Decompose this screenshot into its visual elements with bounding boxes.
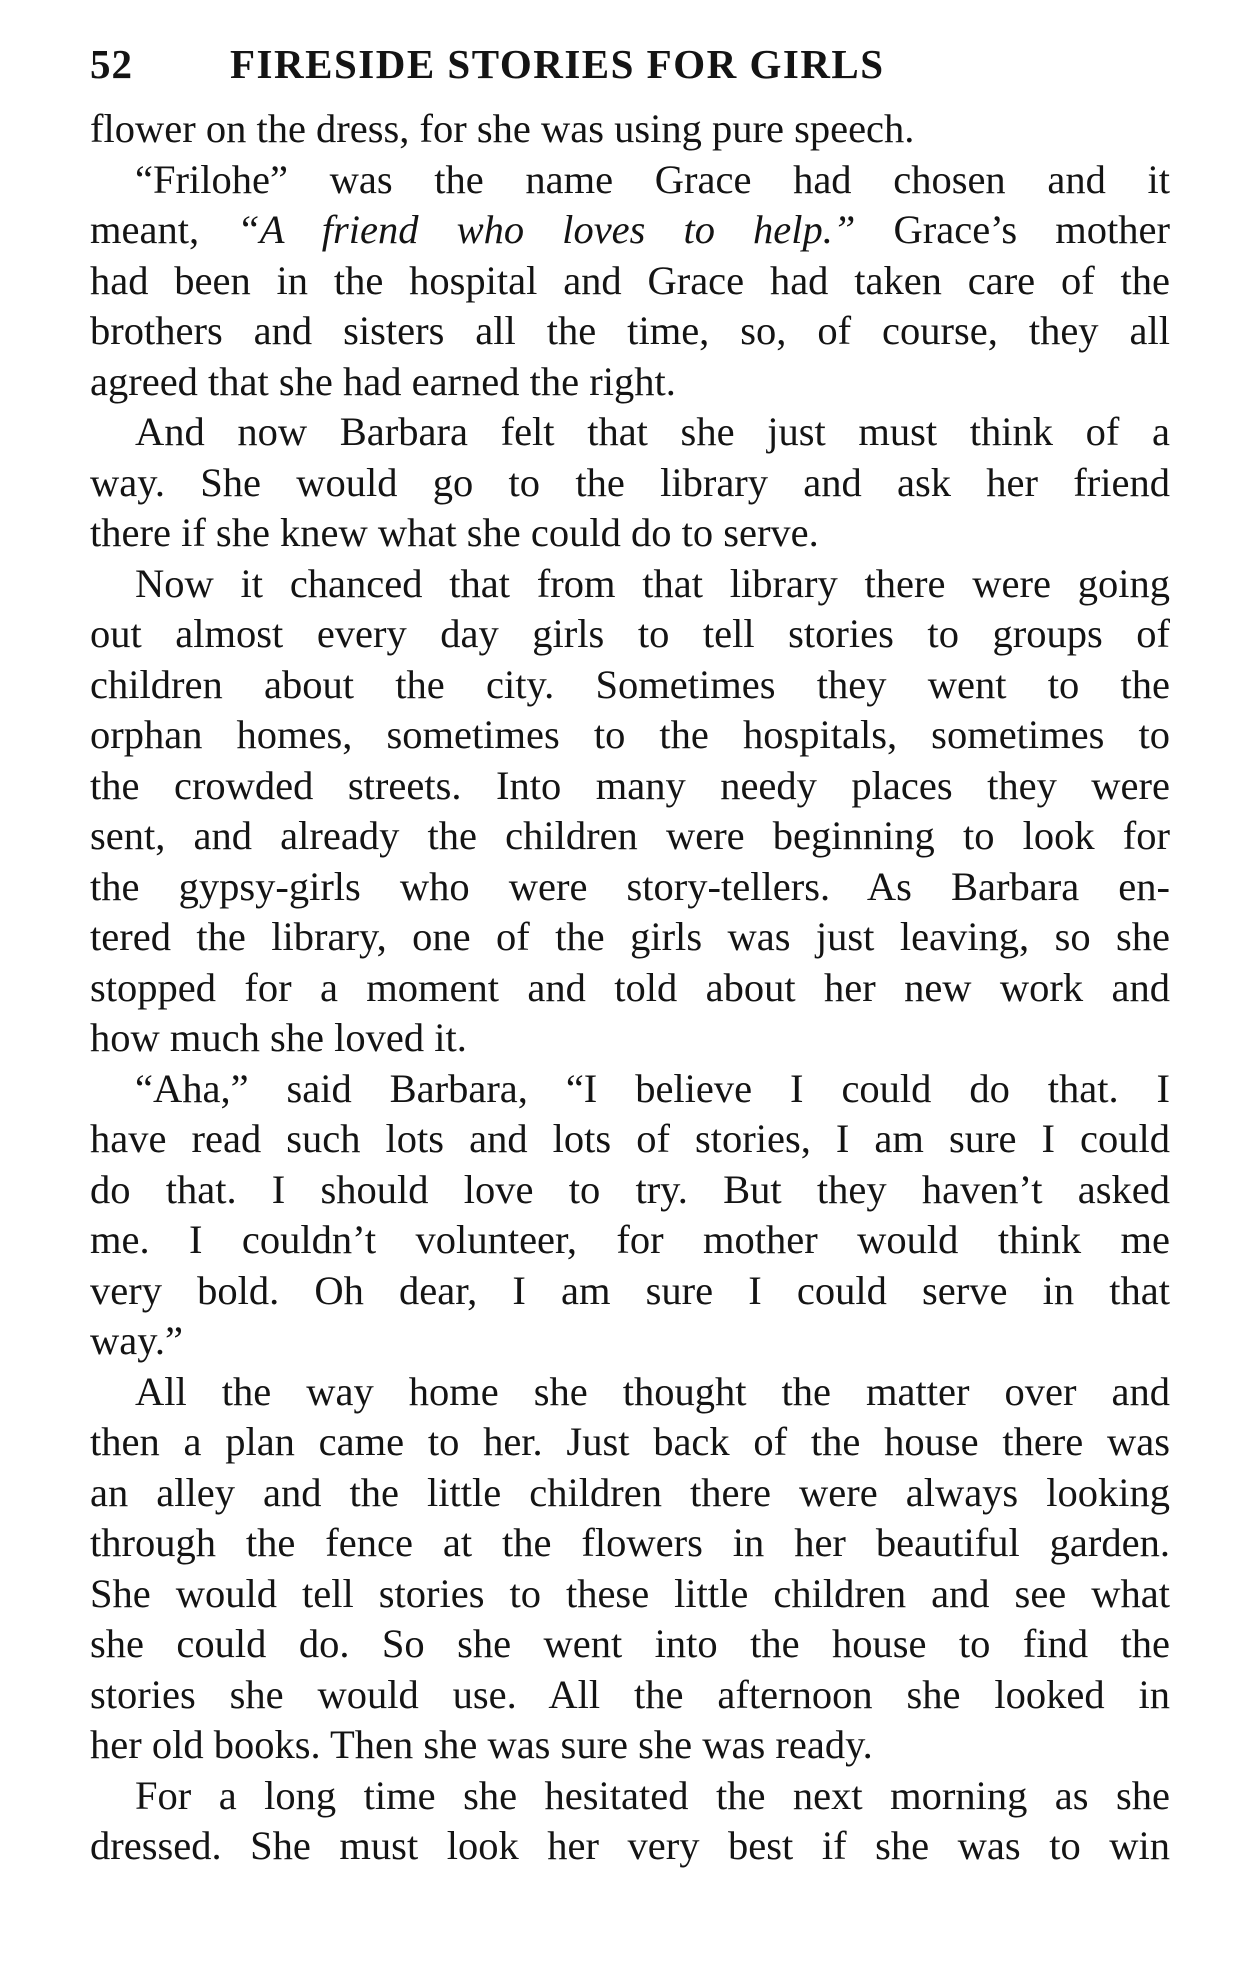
text-line: tered the library, one of the girls was just leaving, so she [90, 914, 1170, 959]
text-line: brothers and sisters all the time, so, of course, they all [90, 308, 1170, 353]
text-line: very bold. Oh dear, I am sure I could serve in that [90, 1267, 1170, 1313]
paragraph [90, 1367, 1170, 1771]
text-line: way.” [90, 1318, 183, 1363]
running-head [90, 40, 1170, 100]
paragraph [90, 104, 1170, 155]
text-run: Grace’s mother [855, 207, 1170, 252]
text-line: dressed. She must look her very best if she was to win [90, 1823, 1170, 1868]
text-line: then a plan came to her. Just back of the house there was [90, 1419, 1170, 1464]
text-line: And now Barbara felt that she just must think of a [135, 409, 1170, 454]
text-line: She would tell stories to these little children and see what [90, 1570, 1170, 1616]
paragraph [90, 407, 1170, 559]
italic-text: “A friend who loves to help.” [237, 207, 856, 252]
book-title: FIRESIDE STORIES FOR GIRLS [230, 41, 885, 87]
text-line: the gypsy-girls who were story-tellers. As Barbara en- [90, 863, 1170, 909]
text-run: meant, [90, 207, 238, 252]
text-line: Now it chanced that from that library there were going [135, 560, 1170, 606]
text-line: stories she would use. All the afternoon she looked in [90, 1671, 1170, 1717]
text-line [90, 205, 1170, 256]
text-line: through the fence at the flowers in her beautiful garden. [90, 1520, 1170, 1565]
text-line: her old books. Then she was sure she was ready. [90, 1722, 873, 1767]
page-number: 52 [90, 41, 133, 87]
text-line: flower on the dress, for she was using pure speech. [90, 106, 915, 151]
body-text [90, 104, 1170, 1872]
text-line: sent, and already the children were beginning to look for [90, 813, 1170, 858]
paragraph [90, 559, 1170, 1064]
text-line: the crowded streets. Into many needy places they were [90, 762, 1170, 808]
text-line: had been in the hospital and Grace had taken care of the [90, 257, 1170, 303]
text-line: For a long time she hesitated the next morning as she [135, 1772, 1170, 1818]
paragraph [90, 1064, 1170, 1367]
text-line: there if she knew what she could do to serve. [90, 510, 819, 555]
text-line: All the way home she thought the matter over and [135, 1368, 1170, 1414]
text-line: “Frilohe” was the name Grace had chosen and it [135, 156, 1170, 202]
text-line: she could do. So she went into the house to find the [90, 1621, 1170, 1666]
text-line: do that. I should love to try. But they haven’t asked [90, 1166, 1170, 1212]
text-line: have read such lots and lots of stories, I am sure I could [90, 1116, 1170, 1161]
text-line: out almost every day girls to tell stories to groups of [90, 611, 1170, 656]
text-line: “Aha,” said Barbara, “I believe I could do that. I [135, 1065, 1170, 1111]
paragraph [90, 155, 1170, 408]
paragraph [90, 1771, 1170, 1872]
text-line: agreed that she had earned the right. [90, 358, 676, 404]
text-line: stopped for a moment and told about her new work and [90, 964, 1170, 1010]
text-line: an alley and the little children there were always looking [90, 1469, 1170, 1515]
text-line: how much she loved it. [90, 1015, 467, 1060]
text-line: children about the city. Sometimes they went to the [90, 661, 1170, 707]
text-line: orphan homes, sometimes to the hospitals, sometimes to [90, 712, 1170, 757]
text-line: way. She would go to the library and ask her friend [90, 459, 1170, 505]
book-page [90, 40, 1170, 1872]
text-line: me. I couldn’t volunteer, for mother would think me [90, 1217, 1170, 1262]
